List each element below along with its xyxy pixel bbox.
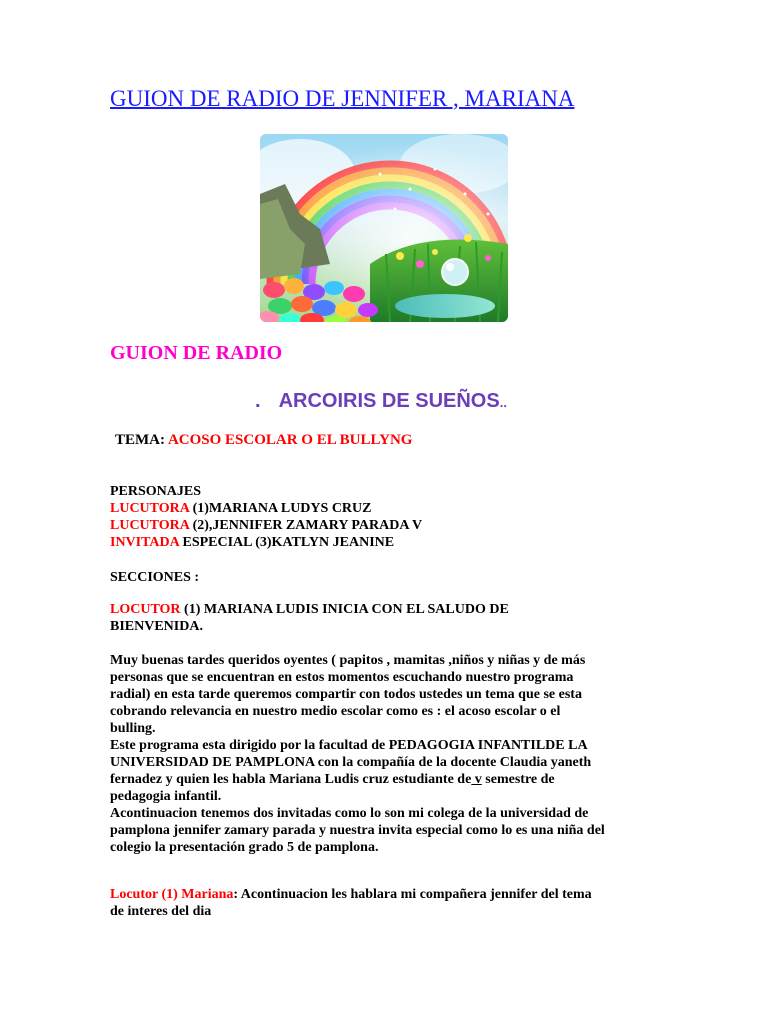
closing-text: de interes del dia: [110, 904, 212, 919]
character-item: LUCUTORA (1)MARIANA LUDYS CRUZ: [110, 501, 372, 516]
characters-heading: PERSONAJES: [110, 484, 202, 499]
paragraph-line: Muy buenas tardes queridos oyentes ( papitos , mamitas ,niños y niñas y de más: [110, 653, 586, 668]
closing-line: Locutor (1) Mariana: Acontinuacion les hablara mi compañera jennifer del tema de interes del dia: [110, 886, 670, 920]
program-name-text: ARCOIRIS DE SUEÑOS: [278, 390, 500, 412]
program-name-dot: .: [255, 390, 261, 412]
characters-block: [110, 483, 670, 551]
paragraph-line: Acontinuacion tenemos dos invitadas como lo son mi colega de la universidad de: [110, 806, 589, 821]
paragraph-line: personas que se encuentran en estos momentos escuchando nuestro programa: [110, 670, 574, 685]
program-name: [255, 390, 507, 413]
sections-heading: SECCIONES :: [110, 570, 200, 585]
paragraph-line: bulling.: [110, 721, 156, 736]
host-intro: [110, 601, 670, 635]
closing-text: Acontinuacion les hablara mi compañera jennifer del tema: [238, 887, 592, 902]
host-role: LOCUTOR: [110, 602, 181, 617]
rainbow-banner-image: [260, 134, 508, 322]
section-heading: GUION DE RADIO: [110, 342, 283, 364]
topic-value: ACOSO ESCOLAR O EL BULLYNG: [167, 432, 413, 448]
host-intro-text: (1) MARIANA LUDIS INICIA CON EL SALUDO DE: [184, 602, 509, 617]
topic-line: [115, 432, 412, 449]
paragraph-line: fernadez y quien les habla Mariana Ludis cruz estudiante de v semestre de: [110, 772, 555, 787]
character-item: LUCUTORA (2),JENNIFER ZAMARY PARADA V: [110, 518, 423, 533]
paragraph-line: cobrando relevancia en nuestro medio escolar como es : el acoso escolar o el: [110, 704, 561, 719]
paragraph-line: UNIVERSIDAD DE PAMPLONA con la compañía de la docente Claudia yaneth: [110, 755, 592, 770]
closing-speaker: Locutor (1) Mariana: [110, 887, 234, 902]
paragraph-line: colegio la presentación grado 5 de pamplona.: [110, 840, 379, 855]
program-name-tail: ..: [499, 395, 507, 410]
paragraph-line: pamplona jennifer zamary parada y nuestra invita especial como lo es una niña del: [110, 823, 605, 838]
paragraph-line: pedagogia infantil.: [110, 789, 222, 804]
character-item: INVITADA ESPECIAL (3)KATLYN JEANINE: [110, 535, 395, 550]
paragraph-line: Este programa esta dirigido por la facultad de PEDAGOGIA INFANTILDE LA: [110, 738, 588, 753]
script-paragraphs: [110, 652, 670, 856]
host-intro-text: BIENVENIDA.: [110, 619, 203, 634]
topic-label: TEMA:: [115, 432, 165, 448]
document-title-link[interactable]: GUION DE RADIO DE JENNIFER , MARIANA: [110, 86, 575, 111]
paragraph-line: radial) en esta tarde queremos compartir con todos ustedes un tema que se esta: [110, 687, 582, 702]
